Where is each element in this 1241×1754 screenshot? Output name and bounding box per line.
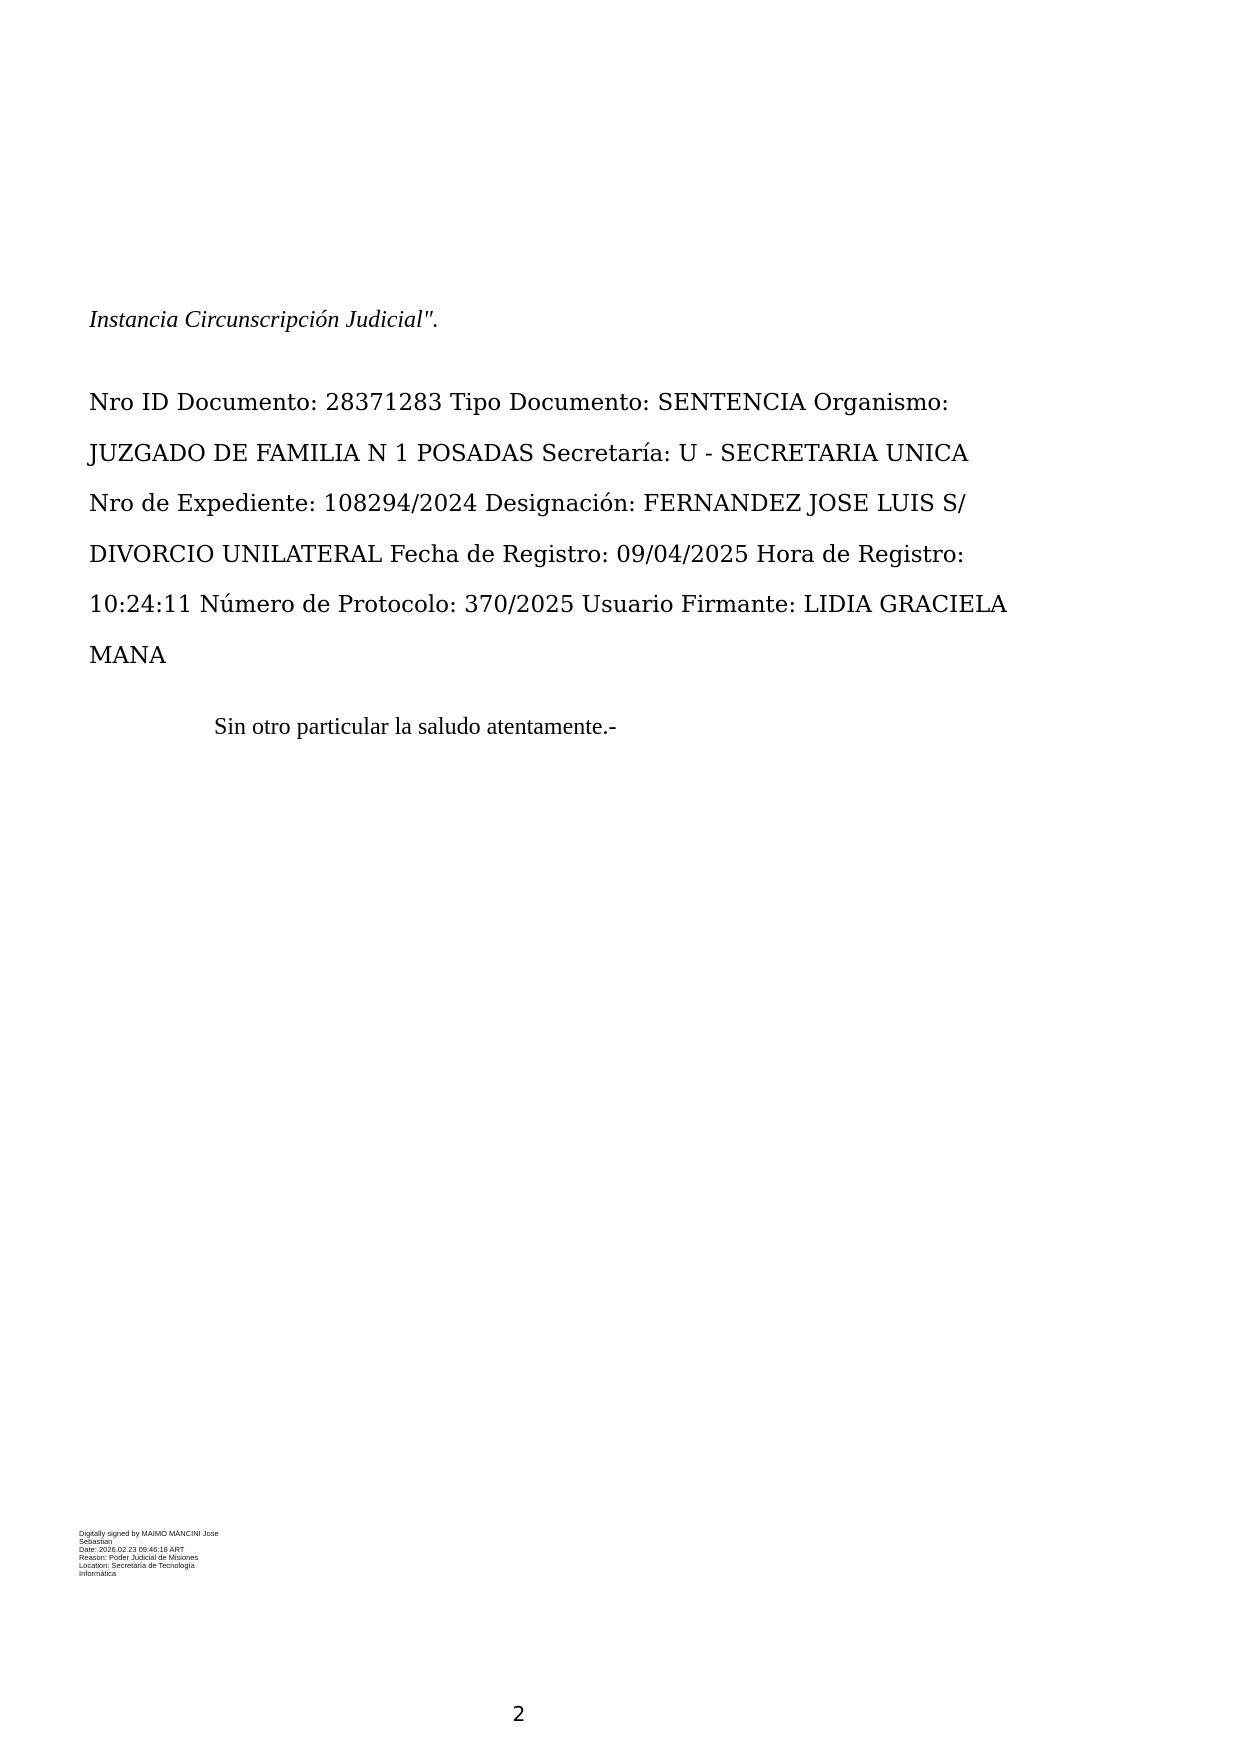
signature-line: Reason: Poder Judicial de Misiones <box>79 1553 199 1562</box>
digital-signature-stamp <box>79 1530 259 1578</box>
document-data-line: DIVORCIO UNILATERAL Fecha de Registro: 09/04/2025 Hora de Registro: <box>89 541 965 568</box>
document-data-line: Nro ID Documento: 28371283 Tipo Documento: SENTENCIA Organismo: <box>89 390 949 416</box>
signature-line: Sebastian <box>79 1537 113 1546</box>
signature-line: Informática <box>79 1569 117 1578</box>
document-data-paragraph <box>89 378 1007 682</box>
document-data-line: Nro de Expediente: 108294/2024 Designación: FERNANDEZ JOSE LUIS S/ <box>89 491 966 518</box>
document-data-line: MANA <box>89 642 166 669</box>
signature-line: Date: 2026.02.23 09:46:18 ART <box>79 1545 185 1554</box>
document-data-line: 10:24:11 Número de Protocolo: 370/2025 Usuario Firmante: LIDIA GRACIELA <box>89 592 1007 619</box>
intro-line: Instancia Circunscripción Judicial". <box>89 307 439 333</box>
document-data-line: JUZGADO DE FAMILIA N 1 POSADAS Secretaría: U - SECRETARIA UNICA <box>89 440 969 467</box>
page-number: 2 <box>512 1702 526 1726</box>
signature-line: Digitally signed by MAIMO MANCINI Jose <box>79 1529 219 1538</box>
closing-line: Sin otro particular la saludo atentamente.- <box>214 714 617 740</box>
signature-line: Location: Secretaría de Tecnología <box>79 1561 195 1570</box>
